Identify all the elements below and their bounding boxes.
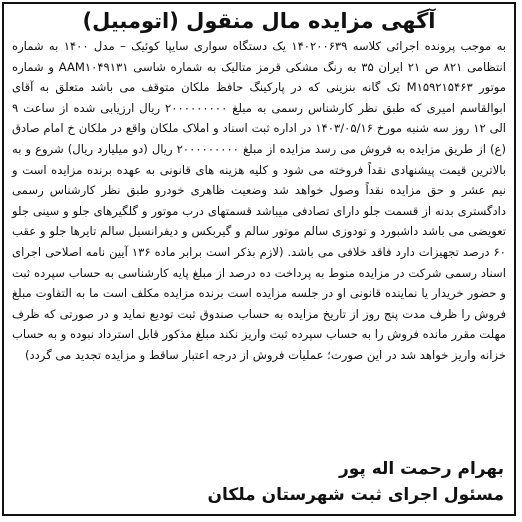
signature-block <box>207 456 504 508</box>
auction-notice <box>2 2 516 516</box>
notice-body <box>12 36 506 366</box>
notice-title: آگهی مزایده مال منقول (اتومبیل) <box>82 9 436 33</box>
notice-paragraph: به موجب پرونده اجرائی کلاسه ۱۴۰۲۰۰۶۳۹ یک دستگاه سواری سایپا کوئیک – مدل ۱۴۰۰ به شماره انتظامی ۸۲۱ ص ۲۱ ایران ۳۵ به رنگ مشکی قرمز متالیک به شماره شاسی AAM۱۰۴۹۱۳۱ و شماره موتور M۱۵۹۲۱۵۴۶۳ تک گانه بنزینی که در پارکینگ حافظ ملکان متوقف می باشد متعلق به آقای ابوالقاسم امیری که طبق نظر کارشناس رسمی به مبلغ ۲۰۰۰۰۰۰۰۰۰ ریال ارزیابی شده از ساعت ۹ الی ۱۲ روز سه شنبه مورخ ۱۴۰۳/۰۵/۱۶ در اداره ثبت اسناد و املاک ملکان واقع در ملکان خ امام صادق (ع) از طریق مزایده به فروش می رسد مزایده از مبلغ ۲۰۰۰۰۰۰۰۰۰ ریال (دو میلیارد ریال) شروع و به بالاترین قیمت پیشنهادی نقداً فروخته می شود و کلیه هزینه های قانونی به عهده برنده مزایده است و نیم عشر و حق مزایده نقداً وصول خواهد شد وضعیت ظاهری خودرو طبق نظر کارشناس رسمی دادگستری بدنه از قسمت جلو دارای تصادفی میباشد قسمتهای درب موتور و گلگیرهای جلو و سینی جلو تعویضی می باشد داشبورد و تودوزی سالم موتور سالم و گیربکس و دیفرانسیل سالم تایرها جلو و عقب ۶۰ درصد تجهیزات دارد فاقد خلافی می باشد. (لازم بذکر است برابر ماده ۱۳۶ آیین نامه اصلاحی اجرای اسناد رسمی شرکت در مزایده منوط به پرداخت ده درصد از مبلغ پایه کارشناسی به حساب سپرده ثبت و حضور خریدار یا نماینده قانونی او در جلسه مزایده است برنده مزایده مکلف است ما به التفاوت مبلغ فروش را ظرف مدت پنج روز از تاریخ مزایده به حساب صندوق ثبت تودیع نماید و در صورتی که ظرف مهلت مقرر مانده فروش را به حساب سپرده ثبت واریز نکند مبلغ مذکور قابل استرداد نبوده و به حساب خزانه واریز خواهد شد در این صورت؛ عملیات فروش از درجه اعتبار ساقط و مزایده تجدید می گردد) <box>12 39 507 362</box>
signatory-position: مسئول اجرای ثبت شهرستان ملکان <box>207 485 504 505</box>
signatory-name: بهرام رحمت اله پور <box>338 459 504 479</box>
